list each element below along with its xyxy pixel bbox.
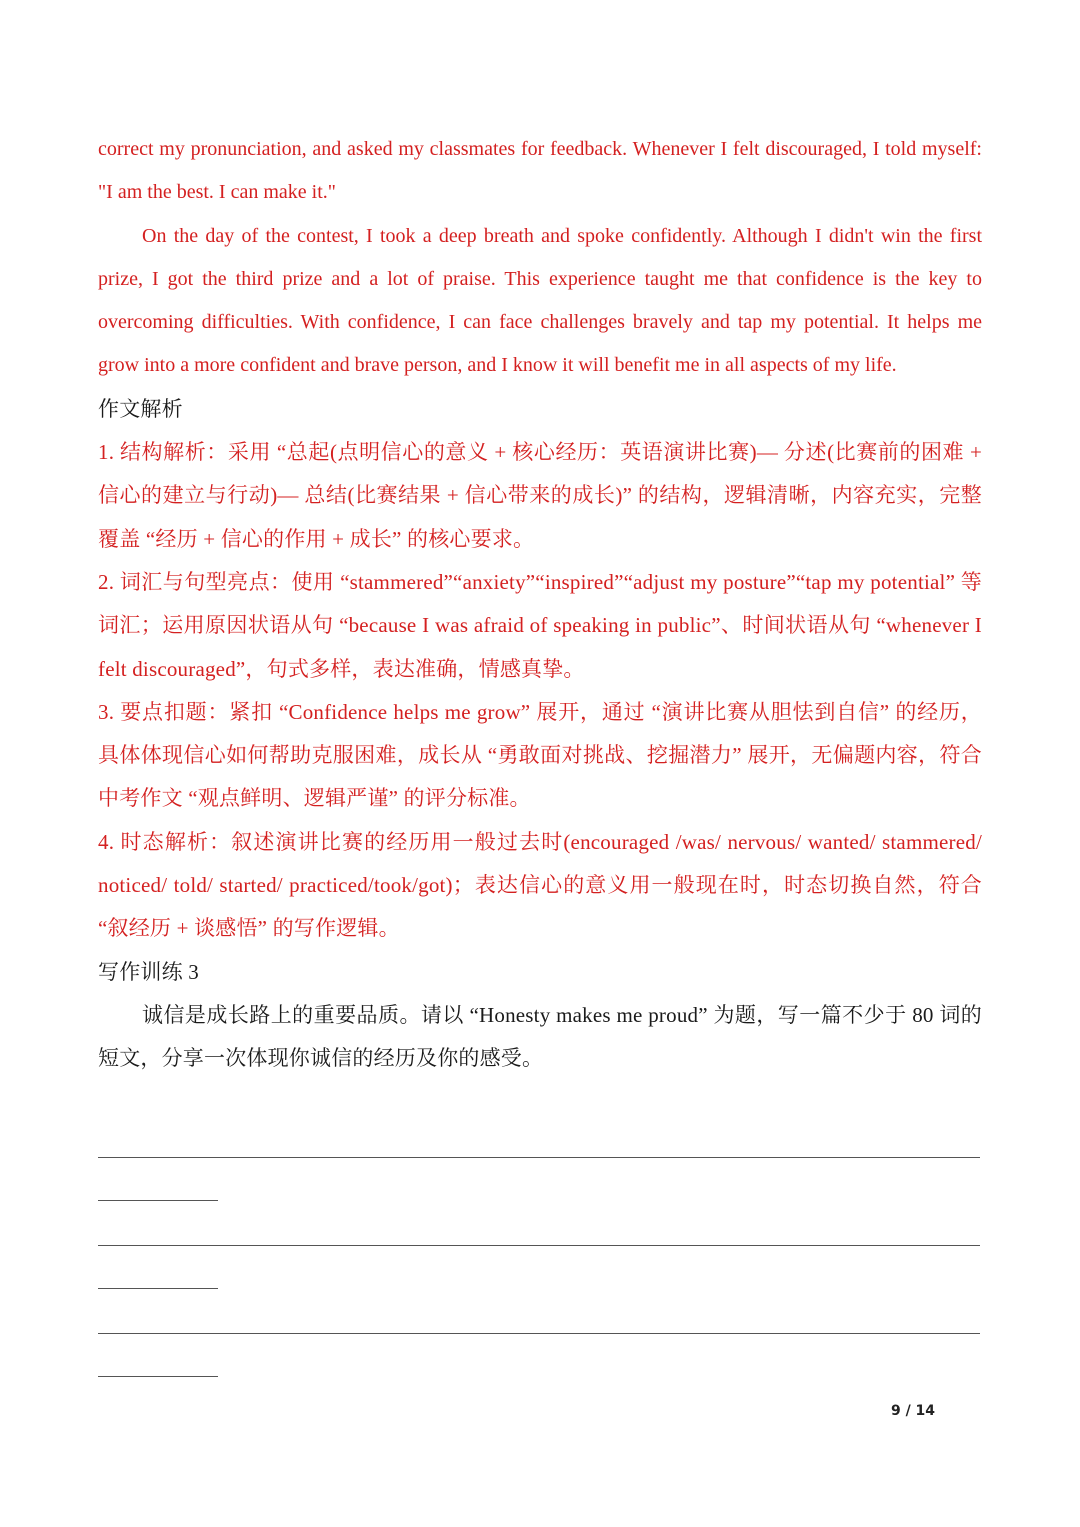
answer-line-short[interactable] [98,1246,218,1289]
answer-line[interactable] [98,1201,980,1246]
answer-lines [98,1113,982,1377]
analysis-point-3: 3. 要点扣题：紧扣 “Confidence helps me grow” 展开，通过 “演讲比赛从胆怯到自信” 的经历，具体体现信心如何帮助克服困难，成长从 “勇敢面对挑战、挖掘潜力” 展开，无偏题内容，符合中考作文 “观点鲜明、逻辑严谨” 的评分标准。 [98,699,982,811]
analysis-heading: 作文解析 [98,396,183,421]
exercise-prompt: 诚信是成长路上的重要品质。请以 “Honesty makes me proud” 为题，写一篇不少于 80 词的短文，分享一次体现你诚信的经历及你的感受。 [98,1002,982,1071]
answer-line-short[interactable] [98,1158,218,1201]
analysis-point-1: 1. 结构解析：采用 “总起(点明信心的意义 + 核心经历：英语演讲比赛)— 分述(比赛前的困难 + 信心的建立与行动)— 总结(比赛结果 + 信心带来的成长)” 的结构，逻辑清晰，内容充实，完整覆盖 “经历 + 信心的作用 + 成长” 的核心要求。 [98,440,982,551]
essay-paragraph-1: correct my pronunciation, and asked my classmates for feedback. Whenever I felt discouraged, I told myself: "I am the best. I can make it." [98,138,982,204]
analysis-point-2: 2. 词汇与句型亮点：使用 “stammered”“anxiety”“inspired”“adjust my posture”“tap my potential” 等词汇；运用原因状语从句 “because I was afraid of speaking in public”、时间状语从句 “whenever I felt discouraged”，句式多样，表达准确，情感真挚。 [98,569,982,681]
analysis-point-4: 4. 时态解析：叙述演讲比赛的经历用一般过去时(encouraged /was/ nervous/ wanted/ stammered/ noticed/ told/ started/ practiced/took/got)；表达信心的意义用一般现在时，时态切换自然，符合 “叙经历 + 谈感悟” 的写作逻辑。 [98,829,982,941]
answer-line[interactable] [98,1113,980,1158]
page-number: 9 / 14 [890,1403,936,1419]
essay-paragraph-2: On the day of the contest, I took a deep breath and spoke confidently. Although I didn't win the first prize, I got the third prize and a lot of praise. This experience taught me that confidence is the key to overcoming difficulties. With confidence, I can face challenges bravely and tap my potential. It helps me grow into a more confident and brave person, and I know it will benefit me in all aspects of my life. [98,224,982,377]
answer-line-short[interactable] [98,1334,218,1377]
answer-line[interactable] [98,1289,980,1334]
page-content [98,128,982,1081]
exercise-heading: 写作训练 3 [98,959,199,984]
